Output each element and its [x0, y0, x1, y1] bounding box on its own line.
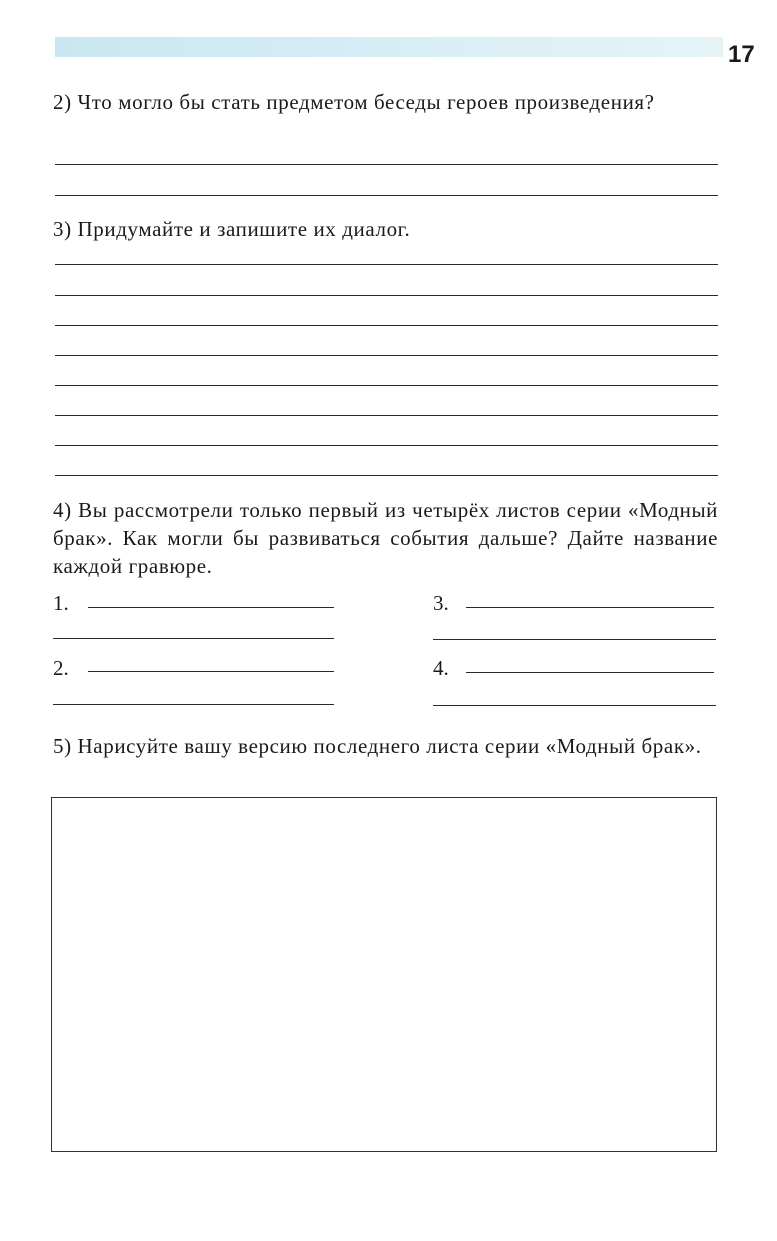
- question-2-text: 2) Что могло бы стать предметом беседы героев произведения?: [53, 90, 655, 114]
- title-line-1-cont[interactable]: [53, 638, 334, 639]
- question-5-text: 5) Нарисуйте вашу версию последнего листа серии «Модный брак».: [53, 734, 702, 758]
- title-line-2-cont[interactable]: [53, 704, 334, 705]
- answer-line[interactable]: [55, 385, 718, 386]
- drawing-area[interactable]: [51, 797, 717, 1152]
- answer-line[interactable]: [55, 295, 718, 296]
- title-line-1[interactable]: [88, 607, 334, 608]
- answer-line[interactable]: [55, 445, 718, 446]
- page-number: 17: [728, 41, 755, 68]
- item-number-3: 3.: [433, 591, 449, 615]
- item-number-2: 2.: [53, 656, 69, 680]
- title-line-4-cont[interactable]: [433, 705, 716, 706]
- item-number-1: 1.: [53, 591, 69, 615]
- title-line-4[interactable]: [466, 672, 714, 673]
- question-4-text: 4) Вы рассмотрели только первый из четырёх листов серии «Модный брак». Как могли бы развиваться события дальше? Дайте название каждой гравюре.: [53, 498, 718, 578]
- item-number-4: 4.: [433, 656, 449, 680]
- answer-line[interactable]: [55, 195, 718, 196]
- answer-line[interactable]: [55, 264, 718, 265]
- answer-line[interactable]: [55, 355, 718, 356]
- answer-line[interactable]: [55, 164, 718, 165]
- answer-line[interactable]: [55, 325, 718, 326]
- title-line-3[interactable]: [466, 607, 714, 608]
- answer-line[interactable]: [55, 415, 718, 416]
- answer-line[interactable]: [55, 475, 718, 476]
- question-3-text: 3) Придумайте и запишите их диалог.: [53, 217, 411, 241]
- title-line-2[interactable]: [88, 671, 334, 672]
- title-line-3-cont[interactable]: [433, 639, 716, 640]
- header-band: [55, 37, 723, 57]
